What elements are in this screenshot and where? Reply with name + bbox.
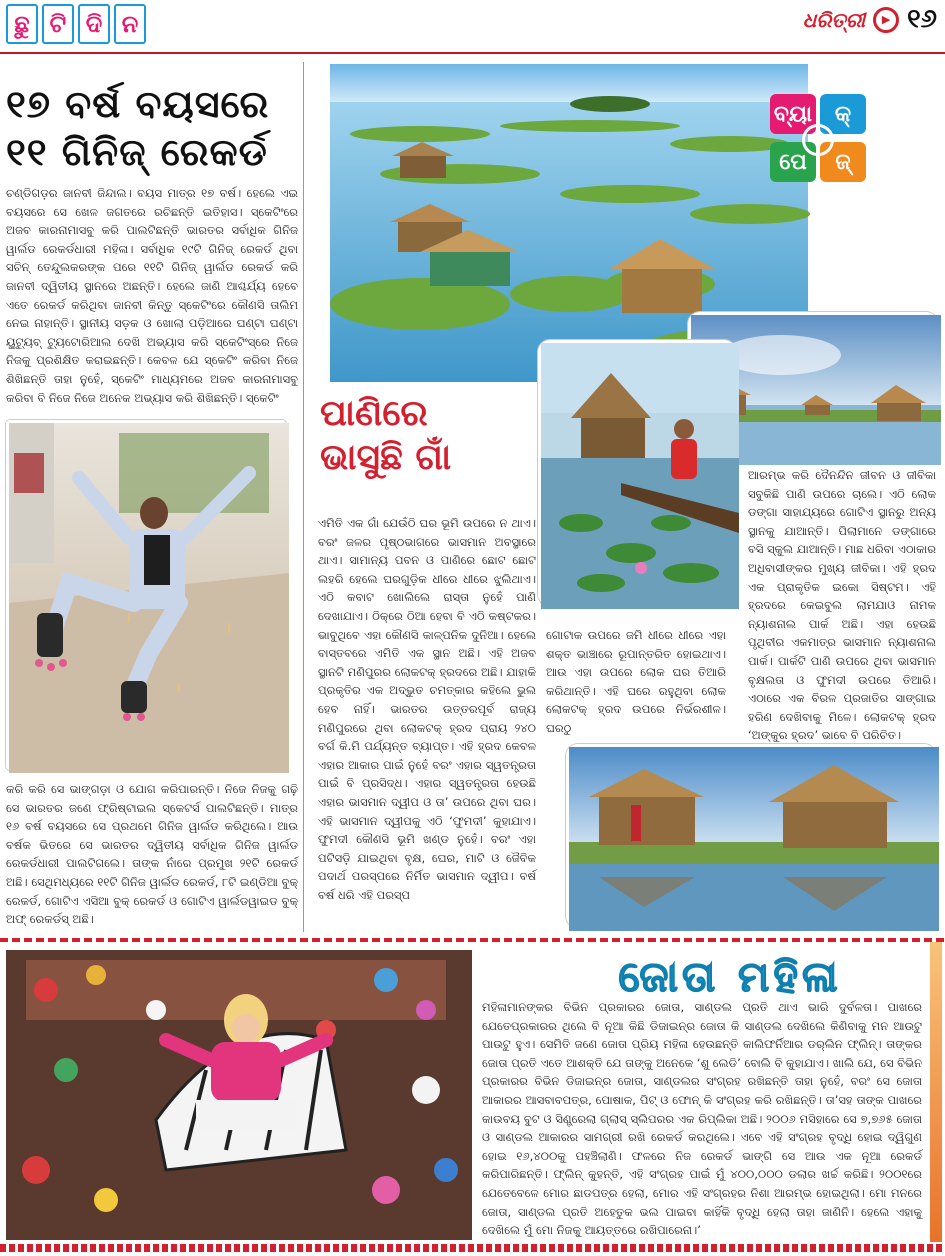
badge-tile: ଜ୍	[820, 142, 866, 182]
shoes-headline: ଜୋତା ମହିଳା	[618, 952, 842, 1001]
shoes-body: ମହିଳାମାନଙ୍କର ବିଭିନ ପ୍ରକାରର ଜୋତା, ସାଣ୍ଡଲ ପ୍ରତି ଥାଏ ଭାରି ଦୁର୍ବଳତା। ପାଖରେ ଯେତେପ୍ରକାରର ଥିଲେ ବି ନୂଆ କିଛି ଡିଜାଇନ୍‌ର ଜୋତା କି ସାଣ୍ଡଲ ଦେଖିଲେ କିଣିବାକୁ ମନ ଆଉଟୁ ପାଉଟୁ ହୁଏ। ସେମିତି ଜଣେ ଜୋତା ପ୍ରିୟ ମହିଳା ହେଉଛନ୍ତି କାଲିଫର୍ନିଆର ଡର୍‌ଲିନ ଫ୍ଲିନ୍। ତାଙ୍କର ଜୋତା ପ୍ରତି ଏତେ ଆଶକ୍ତି ଯେ ତାଙ୍କୁ ଅନେକେ ‘ଶୁ ଲେଡି’ ବୋଲି ବି କୁହାଯାଏ। ଖାଲି ଯେ, ସେ ବିଭିନ ପ୍ରକାରର ବିଭିନ ଡିଜାଇନ୍‌ର ଜୋତା, ସାଣ୍ଡଲର ସଂଗ୍ରହ ରଖିଛନ୍ତି ତାହା ନୁହେଁ, ବରଂ ସେ ଜୋତା ଆକାରର ଆସବାବପତ୍ର, ପୋଷାକ, ପିଟ୍ ଓ ଫୋନ୍ କି ସଂଗ୍ରହ କରି ରଖିଛନ୍ତି। ତା’ସହ ତାଙ୍କ ପାଖରେ କାଉବୟ ବୁଟ ଓ ସିଣ୍ଡ୍ରେଲା ଗ୍ଲାସ୍ ସ୍ଲିପରର ଏକ ରିପ୍ଲିକା ଅଛି। ୨୦୦୬ ମସିହାରେ ସେ ୭,୭୬୫ ଜୋତା ଓ ସାଣ୍ଡଲ ଆକାରର ସାମଗ୍ରୀ ରଖି ରେକର୍ଡ କରଥିଲେ। ଏବେ ଏହି ସଂଗ୍ରହ ବୃଦ୍ଧି ହୋଇ ଦ୍ୱିଗୁଣ ହୋଇ ୧୬,୪୦୦କୁ ପହଞ୍ଚିଲାଣି। ଫଳରେ ନିଜ ରେକର୍ଡ ଭାଙ୍ଗି ସେ ଆଉ ଏକ ନୂଆ ରେକର୍ଡ କରିପାରିଛନ୍ତି। ଫ୍ଲିନ୍ କୁହନ୍ତି, ଏହି ସଂଗ୍ରହ ପାଇଁ ମୁଁ ୪୦୦,୦୦୦ ଡଲାର ଖର୍ଚ୍ଚ କରିଛି। ୨୦୦୧ରେ ଯେତେବେଳେ ମୋର ଛାଡପତ୍ର ହେଲା, ମୋର ଏହି ସଂଗ୍ରହର ନିଶା ଆରମ୍ଭ ହୋଇଥିଲା। ମୋ ମନରେ ଜୋତା, ସାଣ୍ଡଲ ପ୍ରତି ଅହେତୁକ ଭଲ ପାଇବା କାହିଁକି ବୃଦ୍ଧି ହେଲା ତାହା ଜାଣିନି। ହେଲେ ଏହାକୁ ଦେଖିଲେ ମୁଁ ମୋ ନିଜକୁ ଆୟତ୍ତରେ ରଖିପାରେନା।’	[482, 1000, 922, 1238]
headline-line: ପାଣିରେ	[320, 393, 428, 434]
masthead-letter: ଦି	[78, 4, 110, 44]
shoe-lady-photo	[6, 950, 472, 1240]
skater-body-bottom: କରି କରି ସେ ଭାଙ୍ଗଡ଼ା ଓ ଯୋଗ କରିପାରନ୍ତି। ନିଜେ ନିଜକୁ ଗଢ଼ି ସେ ଭାରତର ଜଣେ ଫ୍ରିଷ୍ଟାଇଲ ସ୍କେଟର୍ସ ପାଲଟିଛନ୍ତି। ମାତ୍ର ୧୬ ବର୍ଷ ବୟସରେ ସେ ପ୍ରଥମେ ଗିନିଜ ୱାର୍ଲଡ କରିଥିଲେ। ଆଉ ବର୍ଷକ ଭିତରେ ସେ ଭାରତର ଦ୍ୱିତୀୟ ସର୍ବାଧିକ ଗିନିଜ ୱାର୍ଲଡ ରେକର୍ଡଧାରୀ ପାଲଟିଗଲେ। ତାଙ୍କ ନାଁରେ ପ୍ରମୁଖ ୨୧ଟି ରେକର୍ଡ ଅଛି। ସେଥିମଧ୍ୟରେ ୧୧ଟି ଗିନିଜ ୱାର୍ଲଡ ରେକର୍ଡ, ୮ଟି ଇଣ୍ଡିଆ ବୁକ୍ ରେକର୍ଡ, ଗୋଟିଏ ଏସିଆ ବୁକ୍ ରେକର୍ଡ ଓ ଗୋଟିଏ ୱାର୍ଲଡୱାଇଡ ବୁକ୍ ଅଫ୍ ରେକର୍ଡସ୍ ଅଛି।	[6, 782, 298, 927]
skater-headline	[6, 80, 302, 176]
twin-huts-photo	[566, 744, 936, 928]
skater-body-top: ଚଣ୍ଡିଗଡ଼ର ଜାନବୀ ଜିନ୍ଦାଲ। ବୟସ ମାତ୍ର ୧୭ ବର୍ଷ। ହେଲେ ଏଇ ବୟସରେ ସେ ଖେଳ ଜଗତରେ ରଚିଛନ୍ତି ଇତିହାସ। ସ୍କେଟିଂରେ ଅଜବ କାରନାମାସବୁ କରି ପାଲଟିଛନ୍ତି ଭାରତର ସର୍ବାଧିକ ଗିନିଜ ୱାର୍ଲଡ ରେକର୍ଡଧାରୀ ମହିଳା। ସର୍ବାଧିକ ୧୯ଟି ଗିନିଜ୍ ରେକର୍ଡ ଥିବା ସଚିନ୍ ତେନ୍ଦୁଲକରଙ୍କ ପରେ ୧୧ଟି ଗିନିଜ୍ ୱାର୍ଲଡ ରେକର୍ଡ କରି ଜାନବୀ ଦ୍ୱିତୀୟ ସ୍ଥାନରେ ଅଛନ୍ତି। ହେଲେ ଜାଣି ଆଶ୍ଚର୍ଯ୍ୟ ହେବେ ଏତେ ରେକର୍ଡ କରିଥିବା ଜାନବୀ କିନ୍ତୁ ସ୍କେଟିଂରେ କୌଣସି ତାଲିମ ନେଇ ନାହାନ୍ତି। ସ୍ଥାନୀୟ ସଡ଼କ ଓ ଖୋଲା ପଡ଼ିଆରେ ଘଣ୍ଟା ଘଣ୍ଟା ୟୁଟ୍ୟୁବ୍ ଟ୍ୟୁଟୋରିଆଲ ଦେଖି ଅଭ୍ୟାସ କରି ସ୍କେଟିଂସ୍ରେ ନିଜେ ନିଜକୁ ପ୍ରଶିକ୍ଷିତ କରାଇଛନ୍ତି। କେବଳ ଯେ ସ୍କେଟିଂ କରିବା ନିଜେ ଶିଖିଛନ୍ତି ତାହା ନୁହେଁ, ସ୍କେଟିଂ ମାଧ୍ୟମରେ ଅଜବ କାରନାମାସବୁ କରିବା ବି ନିଜେ ନିଜେ ଅନେକ ଅଭ୍ୟାସ କରି ଶିଖିଛନ୍ତି। ସ୍କେଟିଂ	[6, 186, 298, 405]
play-icon: ▶	[873, 7, 899, 33]
footer-stripe	[0, 1244, 945, 1252]
headline-line: ୧୧ ଗିନିଜ୍ ରେକର୍ଡ	[6, 130, 268, 174]
column-divider	[303, 62, 304, 932]
headline-line: ଭାସୁଛି ଗାଁ	[320, 437, 452, 478]
headline-line: ୧୭ ବର୍ଷ ବୟସରେ	[6, 82, 270, 126]
header-divider	[0, 52, 945, 54]
skater-photo	[6, 420, 286, 770]
village-col-3: ଆରମ୍ଭ କରି ଦୈନନ୍ଦିନ ଜୀବନ ଓ ଜୀବିକା ସବୁକିଛି ପାଣି ଉପରେ ଚାଲେ। ଏଠି ଲୋକ ଡଙ୍ଗା ସାହାଯ୍ୟରେ ଗୋଟିଏ ସ୍ଥାନରୁ ଅନ୍ୟ ସ୍ଥାନକୁ ଯାଆନ୍ତି। ପିଲାମାନେ ଡଙ୍ଗାରେ ବସି ସ୍କୁଲ ଯାଆନ୍ତି। ମାଛ ଧରିବା ଏଠାକାର ଅଧିବାସୀଙ୍କର ମୁଖ୍ୟ ଜୀବିକା। ଏହି ହ୍ରଦ ଏକ ପ୍ରାକୃତିକ ଇକୋ ସିଷ୍ଟମ। ଏହି ହ୍ରଦରେ କେଇବୁଲ ଲାମଯାଓ ନାମକ ନ୍ୟାଶନାଲ ପାର୍କ ଅଛି। ଏହା ହେଉଛି ପୃଥିବୀର ଏକମାତ୍ର ଭାସମାନ ନ୍ୟାଶନାଲ ପାର୍କ। ପାର୍କଟି ପାଣି ଉପରେ ଥିବା ଭାସମାନ ବୃକ୍ଷଲତା ଓ ଫୁମଦୀ ଉପରେ ତିଆରି। ଏଠାରେ ଏକ ବିରଳ ପ୍ରଜାତିର ସାଙ୍ଗାଇ ହରିଣ ଦେଖିବାକୁ ମିଳେ। ଲୋକଟକ୍ ହ୍ରଦ ‘ଅଙ୍କୁର ହ୍ରଦ’ ଭାବେ ବି ପରିଚିତ।	[748, 468, 936, 743]
masthead-letter: ଟି	[42, 4, 74, 44]
lotus-boat-photo	[538, 340, 736, 606]
section-divider	[0, 938, 945, 942]
section-masthead	[6, 4, 146, 44]
backpage-badge	[764, 86, 872, 194]
newspaper-brand	[803, 4, 937, 35]
masthead-letter: ନ	[114, 4, 146, 44]
village-col-2: ଗୋଟାକ ଉପରେ ଜମି ଧୀରେ ଧୀରେ ଏହା ଶକ୍ତ ଭାଞ୍ଚାରେ ରୂପାନ୍ତରିତ ହୋଇଥାଏ। ଆଉ ଏହା ଉପରେ ଲୋକ ଘର ତିଆରି କରିଥାନ୍ତି। ଏହି ଘରେ ରହୁଥିବା ଲୋକ ଲୋକଟକ୍ ହ୍ରଦ ଉପରେ ନିର୍ଭରଶୀଳ। ଘରଠୁ	[546, 628, 726, 735]
badge-tile: ବ୍ୟା	[770, 94, 816, 134]
page-number: ୧୬	[907, 4, 937, 34]
masthead-letter: ଛୁ	[6, 4, 38, 44]
magnifier-icon	[802, 124, 834, 156]
brand-logo: ଧରିତ୍ରୀ	[802, 7, 866, 32]
badge-tile: କ୍	[820, 94, 866, 134]
village-col-1: ଏମିତି ଏକ ଗାଁ ଯେଉଁଠି ଘର ଭୂମି ଉପରେ ନ ଥାଏ। ବରଂ ଜଳର ପୃଷ୍ଠଭାଗରେ ଭାସମାନ ଅବସ୍ଥାରେ ଥାଏ। ସାମାନ୍ୟ ପବନ ଓ ପାଣିରେ ଛୋଟ ଛୋଟ ଲହରି ହେଲେ ଘରଗୁଡ଼ିକ ଧୀରେ ଧୀରେ ଝୁଲିଥାଏ। ଏଠି କବାଟ ଖୋଲିଲେ ରାସ୍ତା ନୁହେଁ ପାଣି ଦେଖାଯାଏ। ଠିକ୍‌ରେ ଠିଆ ହେବା ବି ଏଠି କଷ୍ଟକର। ଭାବୁଥିବେ ଏହା କୌଣସି କାଳ୍ପନିକ ଦୁନିଆ। ହେଲେ ବାସ୍ତବରେ ଏମିତି ଏକ ସ୍ଥାନ ଅଛି। ଏହି ଅଜବ ସ୍ଥାନଟି ମଣିପୁରର ଲୋକଟକ୍ ହ୍ରଦରେ ଅଛି। ଯାହାକି ପ୍ରକୃତିର ଏକ ଅଦ୍ଭୁତ ଚମତ୍କାର କହିଲେ ଭୁଲ ହେବ ନାହିଁ। ଭାରତର ଉତ୍ତରପୂର୍ବ ରାଜ୍ୟ ମଣିପୁରରେ ଥିବା ଲୋକଟକ୍ ହ୍ରଦ ପ୍ରାୟ ୨୪୦ ବର୍ଗ କି.ମି ପର୍ଯ୍ୟନ୍ତ ବ୍ୟାପ୍ତ। ଏହି ହ୍ରଦ କେବଳ ଏହାର ଆକାର ପାଇଁ ନୁହେଁ ବରଂ ଏହାର ସ୍ୱତନ୍ତ୍ରତା ପାଇଁ ବି ପ୍ରସିଦ୍ଧ। ଏହାର ସ୍ୱତନ୍ତ୍ରତା ହେଉଛି ଏହାର ଭାସମାନ ଦ୍ୱୀପ ଓ ତା’ ଉପରେ ଥିବା ଘର। ଏହି ଭାସମାନ ଦ୍ୱୀପକୁ ଏଠି ‘ଫୁମଦୀ’ କୁହାଯାଏ। ଫୁମଦୀ କୌଣସି ଭୂମି ଖଣ୍ଡ ନୁହେଁ। ବରଂ ଏହା ପଟିସଡ଼ି ଯାଇଥିବା ବୃକ୍ଷ, ଘେର, ମାଟି ଓ ଜୈବିକ ପଦାର୍ଥ ପରସ୍ପରେ ନିର୍ମିତ ଭାସମାନ ଦ୍ୱୀପ। ବର୍ଷ ବର୍ଷ ଧରି ଏହି ପରସ୍ପ	[318, 516, 536, 902]
village-headline	[320, 392, 540, 480]
side-accent-bar	[930, 942, 942, 1242]
badge-tile: ପେ	[770, 142, 816, 182]
